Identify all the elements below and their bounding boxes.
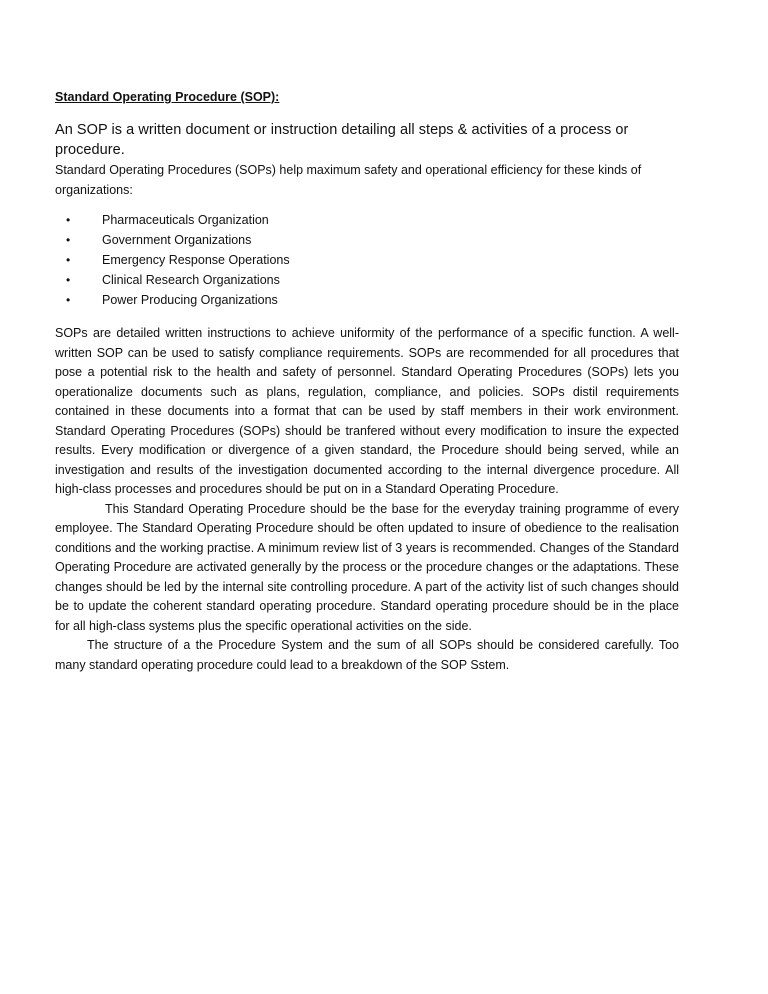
list-item — [55, 250, 679, 270]
organizations-list — [55, 210, 679, 310]
list-item — [55, 270, 679, 290]
document-heading: Standard Operating Procedure (SOP): — [55, 90, 280, 104]
paragraph-sop-training: This Standard Operating Procedure should be the base for the everyday training programme of every employee. The Standard Operating Procedure should be often updated to insure of obedience to the realisation conditions and the working practise. A minimum review list of 3 years is recommended. Changes of the Standard Operating Procedure are activated generally by the process or the procedure changes or the adaptations. These changes should be led by the internal site controlling procedure. A part of the activity list of such changes should be to update the coherent standard operating procedure. Standard operating procedure should be in the place for all high-class systems plus the specific operational activities on the side. — [55, 501, 679, 633]
bullet-icon: • — [66, 293, 71, 307]
list-item — [55, 290, 679, 310]
list-item — [55, 230, 679, 250]
paragraph-sop-details: SOPs are detailed written instructions to achieve uniformity of the performance of a specific function. A well-written SOP can be used to satisfy compliance requirements. SOPs are recommended for all procedures that pose a potential risk to the health and safety of personnel. Standard Operating Procedures (SOPs) lets you operationalize documents such as plans, regulation, compliance, and policies. SOPs distil requirements contained in these documents into a format that can be used by staff members in their work environment. Standard Operating Procedures (SOPs) should be tranfered without every modification to insure the expected results. Every modification or divergence of a given standard, the Procedure should being served, while an investigation and results of the investigation documented according to the internal divergence procedure. All high-class processes and procedures should be put on in a Standard Operating Procedure. — [55, 326, 679, 496]
intro-definition: An SOP is a written document or instruction detailing all steps & activities of a process or procedure. — [55, 122, 629, 158]
list-item-label: Emergency Response Operations — [102, 253, 290, 267]
document-page — [55, 88, 679, 675]
paragraph-sop-structure: The structure of a the Procedure System and the sum of all SOPs should be considered carefully. Too many standard operating procedure could lead to a breakdown of the SOP Sstem. — [55, 638, 679, 672]
list-item-label: Power Producing Organizations — [102, 293, 278, 307]
list-item-label: Pharmaceuticals Organization — [102, 213, 269, 227]
list-item-label: Clinical Research Organizations — [102, 273, 280, 287]
list-item-label: Government Organizations — [102, 233, 252, 247]
bullet-icon: • — [66, 273, 71, 287]
bullet-icon: • — [66, 233, 71, 247]
bullet-icon: • — [66, 253, 71, 267]
intro-organizations: Standard Operating Procedures (SOPs) help maximum safety and operational efficiency for these kinds of organizations: — [55, 163, 642, 197]
list-item — [55, 210, 679, 230]
bullet-icon: • — [66, 213, 71, 227]
